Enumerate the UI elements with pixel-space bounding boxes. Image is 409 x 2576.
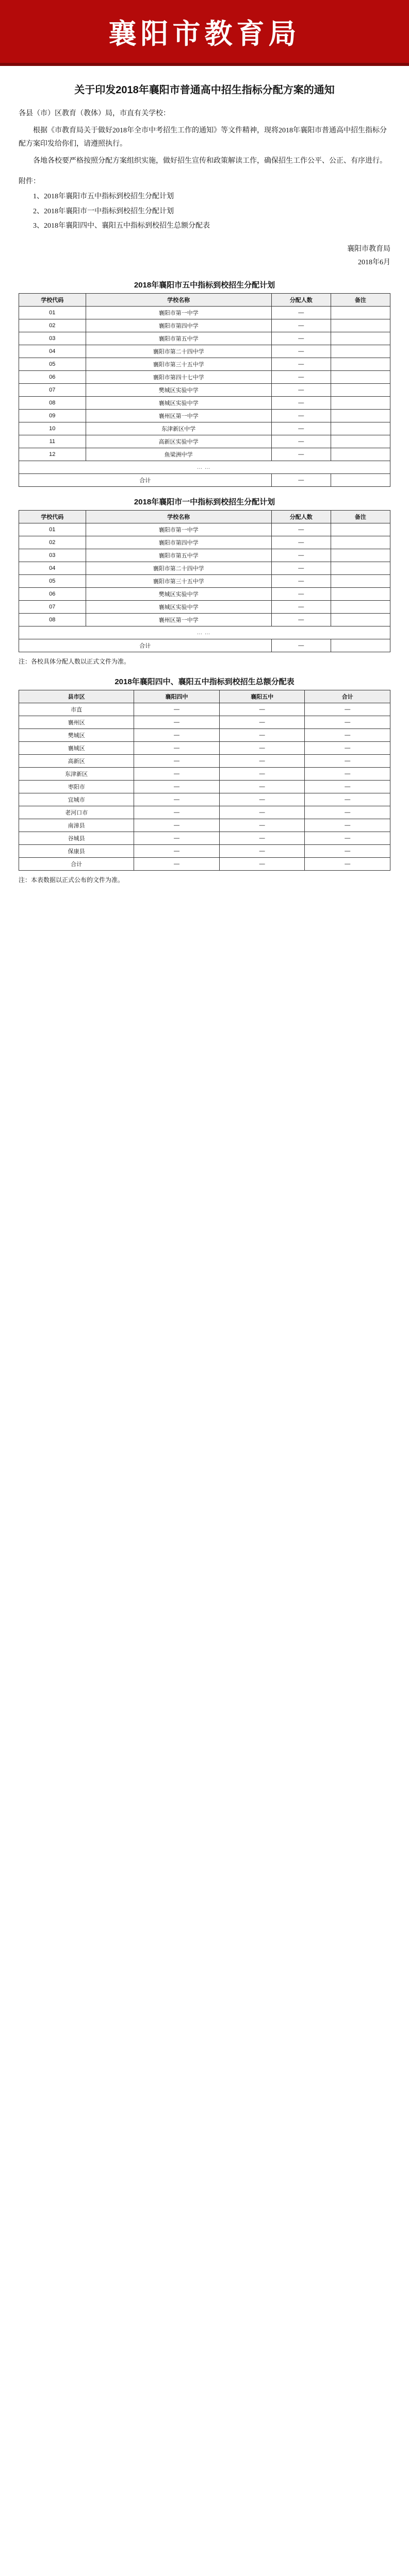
table-cell: —: [134, 819, 220, 832]
table-cell: —: [134, 845, 220, 858]
table-cell: 东津新区中学: [86, 422, 271, 435]
table-cell: 襄阳市第一中学: [86, 306, 271, 319]
table-cell: —: [271, 574, 331, 587]
table-cell: —: [219, 845, 305, 858]
table-cell: 03: [19, 549, 86, 562]
table-row: [19, 358, 390, 370]
table-cell: [331, 587, 390, 600]
table-row: [19, 448, 390, 461]
attachment-item[interactable]: 3、2018年襄阳四中、襄阳五中指标到校招生总额分配表: [33, 222, 210, 230]
table-header-row: [19, 690, 390, 703]
table-cell: —: [305, 793, 390, 806]
table-cell: 高新区实验中学: [86, 435, 271, 448]
table-row: [19, 587, 390, 600]
table-cell: —: [305, 819, 390, 832]
table1: [19, 293, 390, 487]
table-cell: [331, 613, 390, 626]
table-cell: —: [219, 716, 305, 729]
table-row: [19, 435, 390, 448]
table-cell: [331, 319, 390, 332]
table-cell: —: [271, 319, 331, 332]
total-value: —: [271, 473, 331, 486]
table-cell: [331, 370, 390, 383]
column-header: 襄阳五中: [219, 690, 305, 703]
table-cell: 樊城区: [19, 729, 134, 742]
table2-body: [19, 523, 390, 639]
table-row: [19, 549, 390, 562]
table-cell: 枣阳市: [19, 781, 134, 793]
table1-body: [19, 306, 390, 473]
table-cell: [331, 422, 390, 435]
table-cell: 襄阳市第三十五中学: [86, 358, 271, 370]
table2-note: 注：各校具体分配人数以正式文件为准。: [19, 657, 130, 665]
table-cell: 02: [19, 536, 86, 549]
column-header: 县市区: [19, 690, 134, 703]
table-row: [19, 319, 390, 332]
table-row: [19, 332, 390, 345]
total-label: 合计: [19, 639, 272, 652]
table-cell: [331, 448, 390, 461]
table-cell: —: [271, 523, 331, 536]
table-cell: 襄阳市第二十四中学: [86, 345, 271, 358]
table3: [19, 690, 390, 871]
attachments-label: 附件：: [19, 178, 40, 186]
table-cell: 襄阳市第一中学: [86, 523, 271, 536]
notice-paragraph: 各地各校要严格按照分配方案组织实施，做好招生宣传和政策解读工作，确保招生工作公平、公正、有序进行。: [33, 157, 387, 165]
table-cell: —: [219, 793, 305, 806]
column-header: 学校代码: [19, 510, 86, 523]
table-cell: 襄阳市第五中学: [86, 332, 271, 345]
table-cell: —: [134, 742, 220, 755]
table-cell: [331, 600, 390, 613]
table-cell: 鱼梁洲中学: [86, 448, 271, 461]
table-cell: 樊城区实验中学: [86, 383, 271, 396]
column-header: 备注: [331, 293, 390, 306]
table-cell: [331, 523, 390, 536]
table-cell: —: [134, 729, 220, 742]
table-row: [19, 409, 390, 422]
table-row: [19, 383, 390, 396]
document-content: [0, 66, 409, 905]
table-cell: —: [305, 729, 390, 742]
table-row: [19, 703, 390, 716]
table-cell: —: [219, 703, 305, 716]
table-cell: —: [271, 600, 331, 613]
column-header: 学校名称: [86, 510, 271, 523]
table-row: [19, 793, 390, 806]
table-cell: —: [271, 332, 331, 345]
table-row: [19, 806, 390, 819]
total-value: —: [271, 639, 331, 652]
table-cell: 06: [19, 587, 86, 600]
table-cell: —: [219, 806, 305, 819]
ellipsis-cell: ……: [19, 461, 390, 473]
table-row: [19, 306, 390, 319]
table-cell: —: [305, 781, 390, 793]
table-cell: —: [271, 370, 331, 383]
signature-org: 襄阳市教育局: [347, 245, 390, 253]
table-row: [19, 729, 390, 742]
column-header: 分配人数: [271, 293, 331, 306]
column-header: 备注: [331, 510, 390, 523]
signature-block: [19, 243, 390, 270]
notice-salutation: 各县（市）区教育（教体）局，市直有关学校：: [19, 110, 170, 117]
signature-date: 2018年6月: [358, 259, 390, 267]
attachment-item[interactable]: 1、2018年襄阳市五中指标到校招生分配计划: [33, 192, 174, 200]
table-cell: 宜城市: [19, 793, 134, 806]
table-cell: —: [305, 703, 390, 716]
table-cell: —: [271, 345, 331, 358]
table-cell: [331, 562, 390, 574]
page: [0, 0, 409, 905]
table-cell: —: [271, 435, 331, 448]
table-cell: —: [271, 306, 331, 319]
table-cell: —: [134, 781, 220, 793]
table2-title: 2018年襄阳市一中指标到校招生分配计划: [134, 497, 275, 506]
table-cell: [331, 306, 390, 319]
table-row: [19, 832, 390, 845]
table-row: [19, 370, 390, 383]
table-row-ellipsis: [19, 626, 390, 639]
table-cell: —: [219, 832, 305, 845]
table-cell: —: [271, 587, 331, 600]
table-cell: —: [305, 845, 390, 858]
table-row: [19, 768, 390, 781]
table-cell: —: [305, 755, 390, 768]
table-cell: 襄阳市第四十七中学: [86, 370, 271, 383]
total-note: [331, 473, 390, 486]
attachment-item[interactable]: 2、2018年襄阳市一中指标到校招生分配计划: [33, 207, 174, 215]
table-header-row: [19, 293, 390, 306]
table-row: [19, 716, 390, 729]
table-row: [19, 536, 390, 549]
total-value: —: [305, 858, 390, 871]
table-row: [19, 574, 390, 587]
column-header: 合计: [305, 690, 390, 703]
table-cell: 高新区: [19, 755, 134, 768]
table-cell: —: [271, 536, 331, 549]
table-cell: —: [271, 358, 331, 370]
table-cell: —: [134, 768, 220, 781]
table-cell: [331, 435, 390, 448]
table-cell: 襄州区第一中学: [86, 613, 271, 626]
table-cell: 保康县: [19, 845, 134, 858]
table-row: [19, 845, 390, 858]
table-cell: 07: [19, 600, 86, 613]
table-cell: —: [271, 613, 331, 626]
total-value: —: [219, 858, 305, 871]
table-total-row: [19, 473, 390, 486]
table-row: [19, 562, 390, 574]
table-cell: 谷城县: [19, 832, 134, 845]
table-cell: 老河口市: [19, 806, 134, 819]
table-cell: 01: [19, 523, 86, 536]
table-row: [19, 781, 390, 793]
table-cell: 樊城区实验中学: [86, 587, 271, 600]
table-cell: [331, 536, 390, 549]
table-cell: —: [134, 703, 220, 716]
table-row: [19, 742, 390, 755]
table-cell: —: [271, 562, 331, 574]
table-cell: —: [271, 396, 331, 409]
table-cell: 东津新区: [19, 768, 134, 781]
table-cell: [331, 409, 390, 422]
table-cell: —: [271, 422, 331, 435]
table-cell: —: [134, 793, 220, 806]
table-cell: [331, 396, 390, 409]
total-label: 合计: [19, 858, 134, 871]
table-cell: —: [219, 819, 305, 832]
table-cell: —: [271, 409, 331, 422]
table-cell: —: [134, 716, 220, 729]
table-row: [19, 755, 390, 768]
table-cell: —: [271, 383, 331, 396]
table-cell: —: [305, 768, 390, 781]
ellipsis-cell: ……: [19, 626, 390, 639]
table-cell: 12: [19, 448, 86, 461]
total-value: —: [134, 858, 220, 871]
table-cell: —: [305, 716, 390, 729]
table-cell: —: [219, 742, 305, 755]
table-row: [19, 819, 390, 832]
table-header-row: [19, 510, 390, 523]
table3-title: 2018年襄阳四中、襄阳五中指标到校招生总额分配表: [114, 677, 295, 687]
table-cell: 08: [19, 613, 86, 626]
table-row: [19, 613, 390, 626]
table-cell: —: [219, 781, 305, 793]
column-header: 学校代码: [19, 293, 86, 306]
table-cell: —: [134, 832, 220, 845]
table-cell: 04: [19, 562, 86, 574]
table3-note: 注：本表数据以正式公布的文件为准。: [19, 876, 124, 884]
table-cell: —: [219, 729, 305, 742]
notice-title: 关于印发2018年襄阳市普通高中招生指标分配方案的通知: [74, 84, 335, 96]
table-cell: 09: [19, 409, 86, 422]
table-cell: [331, 345, 390, 358]
total-label: 合计: [19, 473, 272, 486]
column-header: 学校名称: [86, 293, 271, 306]
table-cell: [331, 358, 390, 370]
site-header: [0, 0, 409, 66]
table-cell: 02: [19, 319, 86, 332]
table-cell: —: [271, 448, 331, 461]
column-header: 分配人数: [271, 510, 331, 523]
table-cell: —: [305, 742, 390, 755]
table-cell: 03: [19, 332, 86, 345]
table-cell: 襄阳市第五中学: [86, 549, 271, 562]
table-row: [19, 345, 390, 358]
table-cell: —: [134, 806, 220, 819]
table-cell: 南漳县: [19, 819, 134, 832]
table-cell: —: [219, 768, 305, 781]
table-cell: 08: [19, 396, 86, 409]
table-cell: 襄阳市第四中学: [86, 319, 271, 332]
table-cell: —: [134, 755, 220, 768]
column-header: 襄阳四中: [134, 690, 220, 703]
table-row-ellipsis: [19, 461, 390, 473]
table-cell: [331, 549, 390, 562]
site-title: 襄阳市教育局: [108, 18, 301, 49]
table-cell: [331, 332, 390, 345]
table-cell: 11: [19, 435, 86, 448]
table-cell: 05: [19, 574, 86, 587]
table3-body: [19, 703, 390, 858]
table2: [19, 510, 390, 652]
table-cell: [331, 383, 390, 396]
table-cell: 06: [19, 370, 86, 383]
table-cell: 襄阳市第四中学: [86, 536, 271, 549]
table-cell: 襄阳市第二十四中学: [86, 562, 271, 574]
table-cell: 01: [19, 306, 86, 319]
table-cell: 襄州区: [19, 716, 134, 729]
table-cell: —: [271, 549, 331, 562]
table-row: [19, 422, 390, 435]
table-total-row: [19, 858, 390, 871]
table1-title: 2018年襄阳市五中指标到校招生分配计划: [134, 280, 275, 290]
table-cell: —: [305, 806, 390, 819]
table-row: [19, 600, 390, 613]
table-cell: 05: [19, 358, 86, 370]
table-cell: 襄城区实验中学: [86, 600, 271, 613]
table-cell: 07: [19, 383, 86, 396]
table-cell: 襄城区实验中学: [86, 396, 271, 409]
table-cell: 10: [19, 422, 86, 435]
table-cell: 04: [19, 345, 86, 358]
table-cell: 市直: [19, 703, 134, 716]
table-total-row: [19, 639, 390, 652]
table-cell: 襄州区第一中学: [86, 409, 271, 422]
table-cell: [331, 574, 390, 587]
table-cell: 襄阳市第三十五中学: [86, 574, 271, 587]
table-cell: —: [219, 755, 305, 768]
table-row: [19, 523, 390, 536]
notice-paragraph: 根据《市教育局关于做好2018年全市中考招生工作的通知》等文件精神，现将2018年襄阳市普通高中招生指标分配方案印发给你们，请遵照执行。: [19, 126, 387, 148]
table-row: [19, 396, 390, 409]
total-note: [331, 639, 390, 652]
table-cell: 襄城区: [19, 742, 134, 755]
table-cell: —: [305, 832, 390, 845]
